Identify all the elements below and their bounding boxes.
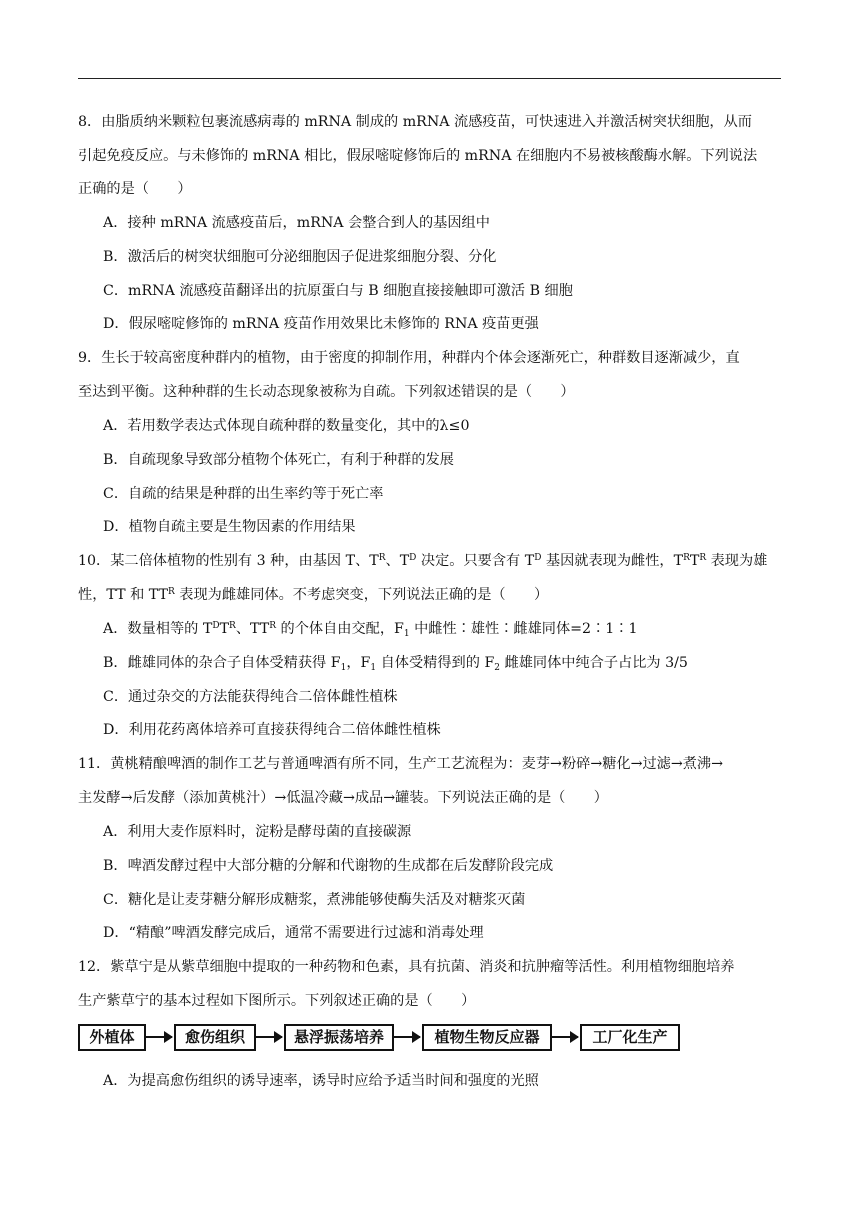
question-10-option-b: B．雌雄同体的杂合子自体受精获得 $F_1$，$F_1$ 自体受精得到的 $F_2$ 雌雄同体中纯合子占比为 3/5	[103, 655, 688, 673]
question-8-option-c: C．mRNA 流感疫苗翻译出的抗原蛋白与 B 细胞直接接触即可激活 B 细胞	[103, 283, 573, 299]
question-11-option-c: C．糖化是让麦芽糖分解形成糖浆，煮沸能够使酶失活及对糖浆灭菌	[103, 892, 526, 908]
question-12-option-a: A．为提高愈伤组织的诱导速率，诱导时应给予适当时间和强度的光照	[103, 1073, 539, 1089]
question-10-stem-line-2: 性，TT 和 $TT^R$ 表现为雌雄同体。不考虑突变，下列说法正确的是（ ）	[78, 587, 549, 603]
flow-arrow-3	[392, 1036, 420, 1038]
flow-arrow-4	[550, 1036, 578, 1038]
flow-arrow-1	[144, 1036, 172, 1038]
question-10-stem-line-1: 10．某二倍体植物的性别有 3 种，由基因 T、$T^R$、$T^D$ 决定。只要含有 $T^D$ 基因就表现为雌性，$T^RT^R$ 表现为雄	[78, 553, 768, 569]
question-11-stem-line-2: 主发酵→后发酵（添加黄桃汁）→低温冷藏→成品→罐装。下列说法正确的是（ ）	[78, 790, 608, 806]
question-12-stem-line-2: 生产紫草宁的基本过程如下图所示。下列叙述正确的是（ ）	[78, 993, 476, 1009]
question-11-option-a: A．利用大麦作原料时，淀粉是酵母菌的直接碳源	[103, 824, 412, 840]
question-8-option-a: A．接种 mRNA 流感疫苗后，mRNA 会整合到人的基因组中	[103, 215, 490, 231]
flow-step-industrial-production: 工厂化生产	[580, 1024, 680, 1051]
question-11-option-b: B．啤酒发酵过程中大部分糖的分解和代谢物的生成都在后发酵阶段完成	[103, 858, 554, 874]
process-flow-diagram	[78, 1024, 688, 1052]
flow-step-bioreactor: 植物生物反应器	[422, 1024, 552, 1051]
question-12-stem-line-1: 12．紫草宁是从紫草细胞中提取的一种药物和色素，具有抗菌、消炎和抗肿瘤等活性。利用植物细胞培养	[78, 959, 735, 975]
flow-step-callus: 愈伤组织	[174, 1024, 256, 1051]
header-rule	[78, 78, 781, 79]
question-8-option-d: D．假尿嘧啶修饰的 mRNA 疫苗作用效果比未修饰的 RNA 疫苗更强	[103, 316, 539, 332]
flow-arrow-2	[254, 1036, 282, 1038]
question-8-stem-line-3: 正确的是（ ）	[78, 181, 192, 197]
question-9-stem-line-1: 9．生长于较高密度种群内的植物，由于密度的抑制作用，种群内个体会逐渐死亡，种群数目逐渐减少，直	[78, 350, 740, 366]
question-10-option-c: C．通过杂交的方法能获得纯合二倍体雌性植株	[103, 689, 398, 705]
flow-step-explant: 外植体	[78, 1024, 146, 1051]
flow-step-suspension-culture: 悬浮振荡培养	[284, 1024, 394, 1051]
question-9-option-a: A．若用数学表达式体现自疏种群的数量变化，其中的λ≤0	[103, 418, 470, 434]
question-8-stem-line-2: 引起免疫反应。与未修饰的 mRNA 相比，假尿嘧啶修饰后的 mRNA 在细胞内不易被核酸酶水解。下列说法	[78, 148, 758, 164]
question-10-option-d: D．利用花药离体培养可直接获得纯合二倍体雌性植株	[103, 722, 441, 738]
question-9-option-c: C．自疏的结果是种群的出生率约等于死亡率	[103, 486, 384, 502]
question-9-option-d: D．植物自疏主要是生物因素的作用结果	[103, 519, 356, 535]
question-8-option-b: B．激活后的树突状细胞可分泌细胞因子促进浆细胞分裂、分化	[103, 249, 497, 265]
question-9-stem-line-2: 至达到平衡。这种种群的生长动态现象被称为自疏。下列叙述错误的是（ ）	[78, 384, 575, 400]
question-10-option-a: A．数量相等的 $T^DT^R$、$TT^R$ 的个体自由交配，$F_1$ 中雌性∶雄性∶雌雄同体=2∶1∶1	[103, 621, 638, 639]
question-11-stem-line-1: 11．黄桃精酿啤酒的制作工艺与普通啤酒有所不同，生产工艺流程为：麦芽→粉碎→糖化→过滤→煮沸→	[78, 756, 723, 772]
question-8-stem-line-1: 8．由脂质纳米颗粒包裹流感病毒的 mRNA 制成的 mRNA 流感疫苗，可快速进入并激活树突状细胞，从而	[78, 114, 752, 130]
question-11-option-d: D．“精酿”啤酒发酵完成后，通常不需要进行过滤和消毒处理	[103, 925, 484, 941]
question-9-option-b: B．自疏现象导致部分植物个体死亡，有利于种群的发展	[103, 452, 454, 468]
